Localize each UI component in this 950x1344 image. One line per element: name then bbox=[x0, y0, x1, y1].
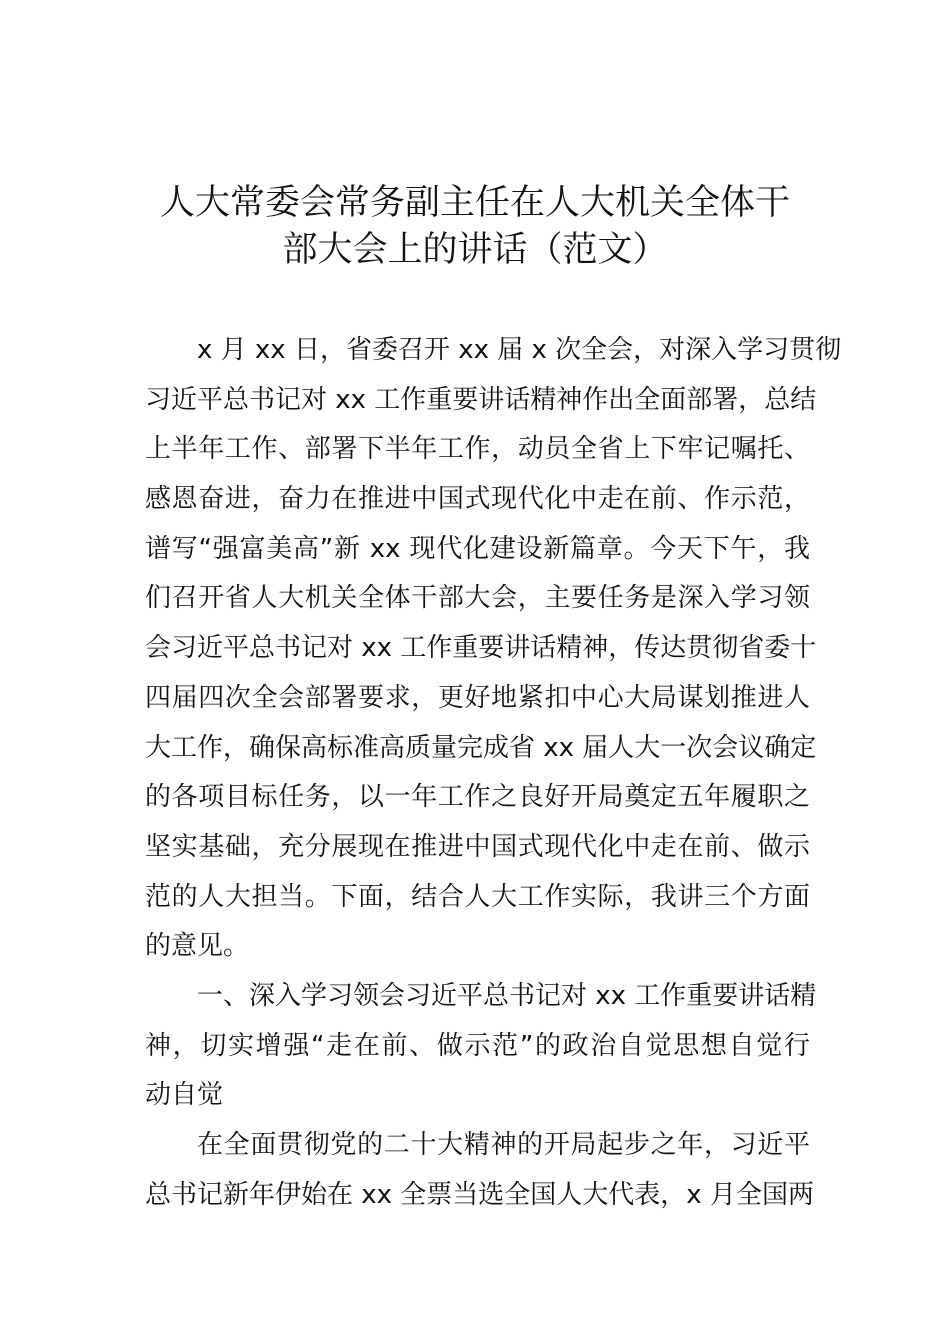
text-line: 上半年工作、部署下半年工作，动员全省上下牢记嘱托、 bbox=[145, 434, 810, 465]
text-line: 的意见。 bbox=[145, 931, 250, 962]
text-line: 习近平总书记对 xx 工作重要讲话精神作出全面部署，总结 bbox=[145, 384, 817, 415]
text-line: 的各项目标任务，以一年工作之良好开局奠定五年履职之 bbox=[145, 782, 810, 813]
title-line-1: 人大常委会常务副主任在人大机关全体干 bbox=[159, 183, 790, 223]
heading-line: 动自觉 bbox=[145, 1080, 224, 1111]
text-line: 范的人大担当。下面，结合人大工作实际，我讲三个方面 bbox=[145, 881, 810, 912]
text-line: x 月 xx 日，省委召开 xx 届 x 次全会，对深入学习贯彻 bbox=[197, 335, 842, 365]
text-line: 总书记新年伊始在 xx 全票当选全国人大代表，x 月全国两 bbox=[145, 1179, 814, 1210]
text-line: 大工作，确保高标准高质量完成省 xx 届人大一次会议确定 bbox=[145, 732, 817, 763]
document-body bbox=[145, 326, 842, 1220]
text-line: 四届四次全会部署要求，更好地紧扣中心大局谋划推进人 bbox=[145, 682, 810, 713]
paragraph-intro bbox=[145, 326, 842, 972]
text-line: 坚实基础，充分展现在推进中国式现代化中走在前、做示 bbox=[145, 831, 810, 862]
text-line: 谱写“强富美高”新 xx 现代化建设新篇章。今天下午，我 bbox=[145, 533, 810, 564]
text-line: 在全面贯彻党的二十大精神的开局起步之年，习近平 bbox=[197, 1130, 810, 1160]
title-line-2: 部大会上的讲话（范文） bbox=[282, 230, 668, 270]
paragraph-section-1 bbox=[145, 1121, 814, 1220]
text-line: 会习近平总书记对 xx 工作重要讲话精神，传达贯彻省委十 bbox=[145, 633, 817, 664]
text-line: 感恩奋进，奋力在推进中国式现代化中走在前、作示范， bbox=[145, 484, 810, 515]
text-line: 们召开省人大机关全体干部大会，主要任务是深入学习领 bbox=[145, 583, 810, 614]
heading-line: 一、深入学习领会习近平总书记对 xx 工作重要讲话精 bbox=[197, 980, 817, 1011]
heading-line: 神，切实增强“走在前、做示范”的政治自觉思想自觉行 bbox=[145, 1030, 810, 1061]
section-heading-1 bbox=[145, 972, 817, 1121]
document-title bbox=[140, 180, 810, 274]
